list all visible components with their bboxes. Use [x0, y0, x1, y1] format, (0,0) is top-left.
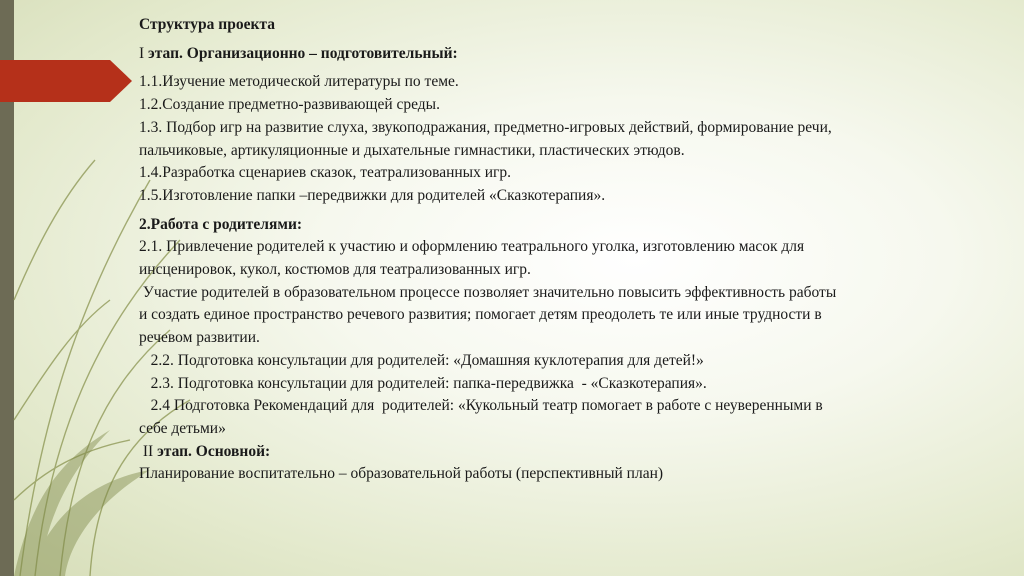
stage1-item: 1.3. Подбор игр на развитие слуха, звукоподражания, предметно-игровых действий, формирование речи,	[139, 118, 832, 136]
parents-line: себе детьми»	[139, 419, 226, 437]
stage2-heading-text: этап. Основной:	[157, 442, 271, 460]
stage1-heading	[139, 43, 1009, 66]
stage2-heading	[139, 441, 1009, 464]
parents-line: 2.4 Подготовка Рекомендаций для родителей: «Кукольный театр помогает в работе с неуверенными в	[139, 397, 823, 415]
stage2-prefix: II	[139, 442, 154, 460]
stage1-item: 1.1.Изучение методической литературы по теме.	[139, 73, 459, 91]
parents-line: 2.1. Привлечение родителей к участию и оформлению театрального уголка, изготовлению масок для	[139, 238, 805, 256]
parents-line: 2.2. Подготовка консультации для родителей: «Домашняя куклотерапия для детей!»	[139, 351, 704, 369]
stage1-item: пальчиковые, артикуляционные и дыхательные гимнастики, пластических этюдов.	[139, 141, 685, 159]
stage1-item: 1.2.Создание предметно-развивающей среды.	[139, 96, 440, 114]
parents-line: речевом развитии.	[139, 329, 260, 347]
red-arrow-banner	[0, 60, 132, 102]
parents-line: и создать единое пространство речевого развития; помогает детям преодолеть те или иные трудности в	[139, 306, 822, 324]
parents-line: инсценировок, кукол, костюмов для театрализованных игр.	[139, 261, 531, 279]
slide-content	[139, 14, 1009, 486]
stage2-text: Планирование воспитательно – образовательной работы (перспективный план)	[139, 465, 664, 483]
parents-line: Участие родителей в образовательном процессе позволяет значительно повысить эффективность работы	[139, 283, 837, 301]
parents-heading: 2.Работа с родителями:	[139, 215, 303, 233]
stage1-heading-text: этап. Организационно – подготовительный:	[148, 44, 458, 62]
slide-title: Структура проекта	[139, 16, 275, 33]
stage1-item: 1.4.Разработка сценариев сказок, театрализованных игр.	[139, 164, 511, 182]
parents-line: 2.3. Подготовка консультации для родителей: папка-передвижка - «Сказкотерапия».	[139, 374, 707, 392]
stage1-prefix: I	[139, 44, 145, 62]
stage1-item: 1.5.Изготовление папки –передвижки для родителей «Сказкотерапия».	[139, 186, 606, 204]
